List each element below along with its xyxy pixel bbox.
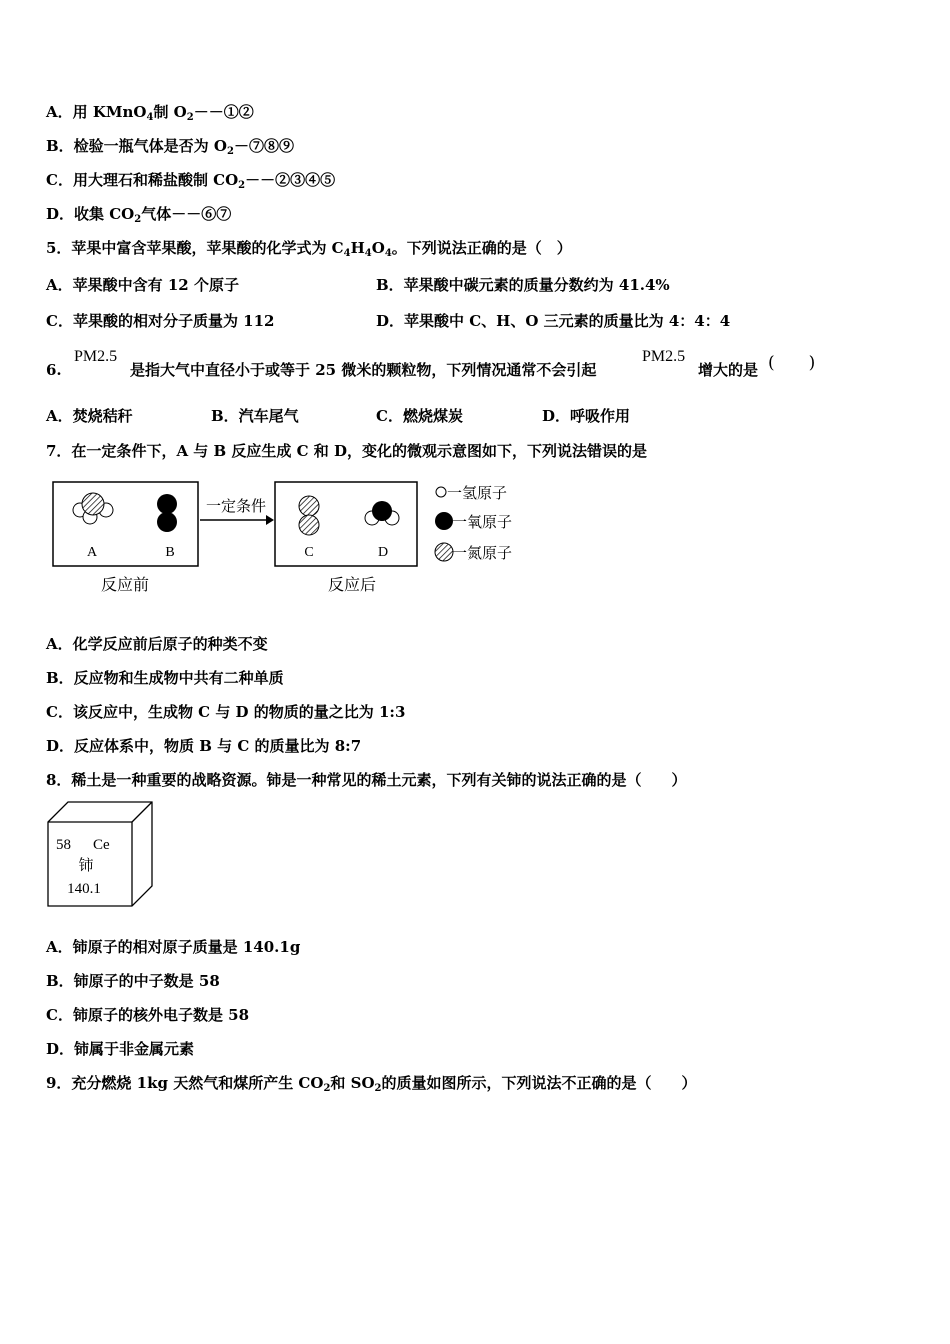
q7-stem: 7．在一定条件下，A 与 B 反应生成 C 和 D，变化的微观示意图如下，下列说法错误的是 <box>46 442 648 460</box>
q5-option-d: D．苹果酸中 C、H、O 三元素的质量比为 4：4：4 <box>376 312 731 330</box>
element-card-cerium <box>46 800 154 908</box>
q6-option-a: A．焚烧秸秆 <box>46 407 133 425</box>
q7-option-c: C．该反应中，生成物 C 与 D 的物质的量之比为 1:3 <box>46 703 406 721</box>
q6-text1: 是指大气中直径小于或等于 25 微米的颗粒物，下列情况通常不会引起 <box>130 361 597 379</box>
q6-number: 6. <box>46 361 62 379</box>
q6-pm25-a: PM2.5 <box>74 348 118 365</box>
q5-sub1: 4 <box>343 248 351 259</box>
q4-b-sub: 2 <box>226 146 234 157</box>
q8-option-a: A．铈原子的相对原子质量是 140.1g <box>46 938 301 956</box>
q5-stem-post: 。下列说法正确的是（ ） <box>391 239 572 257</box>
q6-pm25-b: PM2.5 <box>642 348 686 365</box>
q6-option-b: B．汽车尾气 <box>211 407 299 425</box>
q8-stem: 8．稀土是一种重要的战略资源。铈是一种常见的稀土元素，下列有关铈的说法正确的是（ ） <box>46 771 687 789</box>
q9-mid: 和 SO <box>330 1074 375 1092</box>
arrow-label: 一定条件 <box>205 497 267 515</box>
q4-c-sub: 2 <box>238 180 246 191</box>
q5-sub3: 4 <box>384 248 392 259</box>
q6-option-c: C．燃烧煤炭 <box>376 407 463 425</box>
legend-hydrogen: 一氢原子 <box>447 484 508 502</box>
q9-stem <box>46 1073 697 1093</box>
q9-sub2: 2 <box>374 1083 382 1094</box>
q5-stem-pre: 5．苹果中富含苹果酸，苹果酸的化学式为 C <box>46 239 344 257</box>
q6-paren: ( ) <box>768 353 816 373</box>
q4-option-b <box>46 136 294 156</box>
q4-c-text: C．用大理石和稀盐酸制 CO <box>46 171 239 189</box>
q4-a-text: A．用 KMnO <box>46 103 147 121</box>
q5-option-a: A．苹果酸中含有 12 个原子 <box>46 276 239 294</box>
legend-hydrogen-icon <box>436 487 446 497</box>
q6-text2: 增大的是 <box>698 361 759 379</box>
element-name: 铈 <box>78 856 94 874</box>
q6-stem <box>46 348 846 384</box>
q4-c-post: －－②③④⑤ <box>245 171 336 189</box>
caption-before: 反应前 <box>100 575 150 594</box>
q4-option-c <box>46 170 335 190</box>
label-a: A <box>86 545 98 560</box>
molecule-d <box>365 501 399 525</box>
legend-nitrogen: 一氮原子 <box>452 544 513 562</box>
q5-option-b: B．苹果酸中碳元素的质量分数约为 41.4% <box>376 276 670 294</box>
q4-b-text: B．检验一瓶气体是否为 O <box>46 137 227 155</box>
label-b: B <box>165 545 175 560</box>
q5-stem <box>46 238 572 258</box>
q9-pre: 9．充分燃烧 1kg 天然气和煤所产生 CO <box>46 1074 324 1092</box>
q7-option-b: B．反应物和生成物中共有二种单质 <box>46 669 284 687</box>
q5-option-c: C．苹果酸的相对分子质量为 112 <box>46 312 275 330</box>
q8-option-b: B．铈原子的中子数是 58 <box>46 972 220 990</box>
label-d: D <box>377 545 389 560</box>
q4-a-sub2: 2 <box>186 112 194 123</box>
molecule-c <box>299 496 319 535</box>
q6-option-d: D．呼吸作用 <box>542 407 631 425</box>
q9-post: 的质量如图所示，下列说法不正确的是（ ） <box>381 1074 697 1092</box>
arrow-head <box>266 515 274 525</box>
q8-option-c: C．铈原子的核外电子数是 58 <box>46 1006 250 1024</box>
molecule-a <box>73 493 113 524</box>
q4-a-post: －－①② <box>193 103 254 121</box>
element-symbol: Ce <box>93 837 110 853</box>
molecule-b <box>157 494 177 532</box>
legend-oxygen-icon <box>435 512 453 530</box>
q9-sub1: 2 <box>323 1083 331 1094</box>
label-c: C <box>304 545 314 560</box>
q5-sub2: 4 <box>364 248 372 259</box>
q4-a-sub: 4 <box>146 112 154 123</box>
element-mass: 140.1 <box>67 881 101 897</box>
legend-oxygen: 一氧原子 <box>452 513 513 531</box>
legend-nitrogen-icon <box>435 543 453 561</box>
q4-option-a <box>46 102 254 122</box>
element-number: 58 <box>56 837 71 853</box>
q5-h: H <box>350 239 365 257</box>
q4-option-d <box>46 204 231 224</box>
reaction-diagram <box>50 478 530 603</box>
q4-d-text: D．收集 CO <box>46 205 135 223</box>
q5-o: O <box>371 239 385 257</box>
q4-d-sub: 2 <box>134 214 142 225</box>
q8-option-d: D．铈属于非金属元素 <box>46 1040 195 1058</box>
caption-after: 反应后 <box>327 575 377 594</box>
q7-option-d: D．反应体系中，物质 B 与 C 的质量比为 8:7 <box>46 737 362 755</box>
q4-b-post: －⑦⑧⑨ <box>233 137 294 155</box>
q4-a-mid: 制 O <box>153 103 187 121</box>
q7-option-a: A．化学反应前后原子的种类不变 <box>46 635 268 653</box>
q4-d-post: 气体－－⑥⑦ <box>141 205 232 223</box>
